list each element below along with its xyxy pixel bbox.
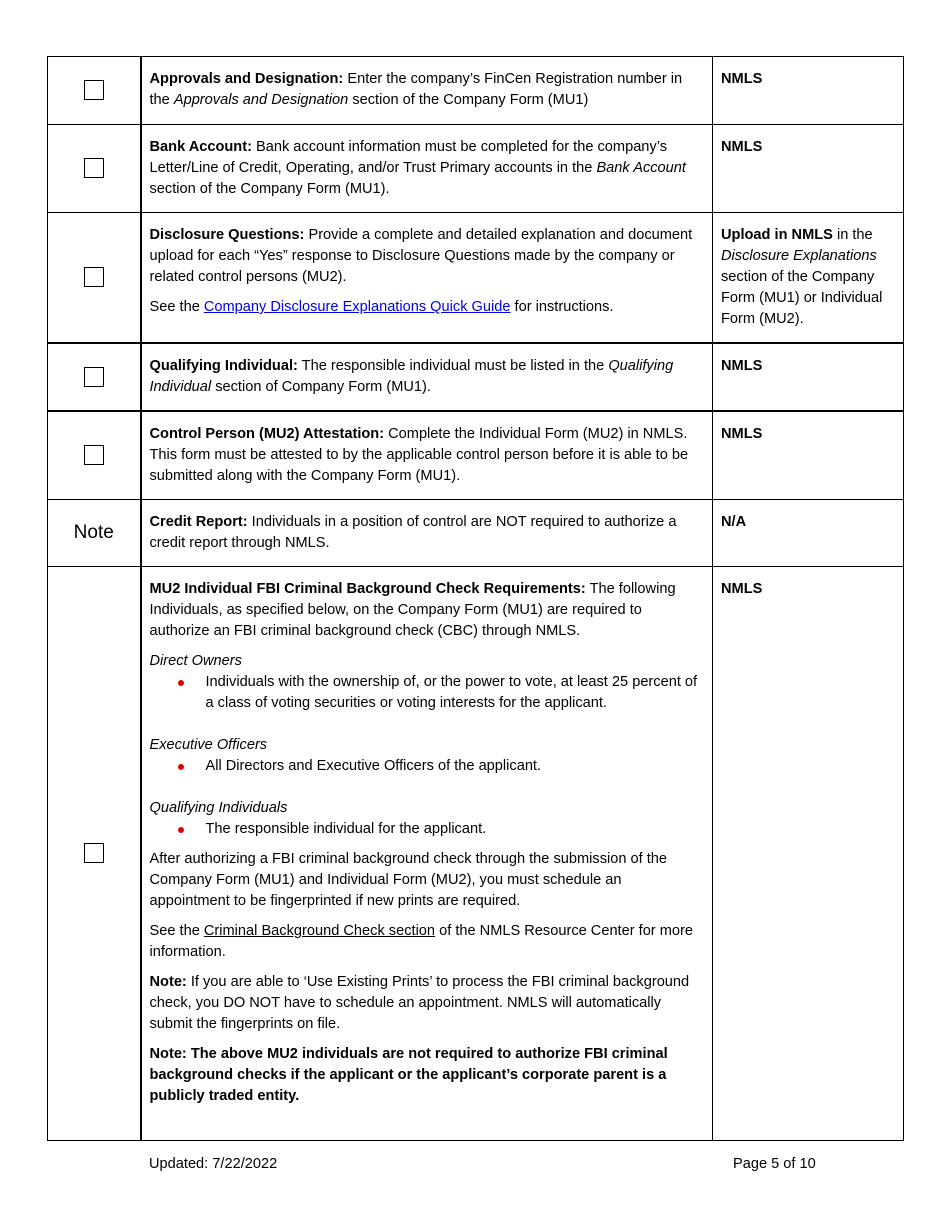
requirements-table	[47, 56, 904, 1141]
direct-owners-group: Direct Owners Individuals with the ownership of, or the power to vote, at least 25 percent of a class of voting securities or voting interests for the applicant.	[150, 651, 705, 714]
table-row	[48, 500, 904, 567]
requirement-cell: Credit Report: Individuals in a position of control are NOT required to authorize a credit report through NMLS.	[141, 500, 713, 567]
criminal-background-check-link[interactable]: Criminal Background Check section	[203, 923, 436, 939]
note-label: Note	[73, 521, 114, 543]
list-item: Individuals with the ownership of, or the power to vote, at least 25 percent of a class of voting securities or voting interests for the applicant.	[206, 672, 705, 714]
disclosure-guide-link[interactable]: Company Disclosure Explanations Quick Guide	[203, 299, 511, 315]
checkbox[interactable]	[84, 843, 104, 863]
updated-date: Updated: 7/22/2022	[149, 1156, 278, 1172]
table-row	[48, 411, 904, 500]
requirement-cell: Disclosure Questions: Provide a complete and detailed explanation and document upload for each “Yes” response to Disclosure Questions made by the company or related control persons (MU2). See the Company Disclosure Explanations Quick Guide for instructions.	[141, 213, 713, 344]
table-row	[48, 567, 904, 1141]
requirement-cell: Control Person (MU2) Attestation: Complete the Individual Form (MU2) in NMLS. This form must be attested to by the applicable control person before it is able to be submitted along with the Company Form (MU1).	[141, 411, 713, 500]
page-number: Page 5 of 10	[733, 1156, 816, 1172]
list-item: The responsible individual for the applicant.	[206, 819, 705, 840]
executive-officers-group: Executive Officers All Directors and Executive Officers of the applicant.	[150, 735, 705, 777]
table-row	[48, 343, 904, 411]
where-cell: NMLS	[713, 567, 904, 1141]
checkbox[interactable]	[84, 80, 104, 100]
checkbox[interactable]	[84, 158, 104, 178]
where-cell: N/A	[713, 500, 904, 567]
requirement-cell: Qualifying Individual: The responsible individual must be listed in the Qualifying Individual section of Company Form (MU1).	[141, 343, 713, 411]
table-row	[48, 125, 904, 213]
checkbox[interactable]	[84, 367, 104, 387]
list-item: All Directors and Executive Officers of the applicant.	[206, 756, 705, 777]
requirement-cell: Bank Account: Bank account information must be completed for the company’s Letter/Line of Credit, Operating, and/or Trust Primary accounts in the Bank Account section of the Company Form (MU1).	[141, 125, 713, 213]
table-row	[48, 57, 904, 125]
requirement-cell: MU2 Individual FBI Criminal Background Check Requirements: The following Individuals, as specified below, on the Company Form (MU1) are required to authorize an FBI criminal background check (CBC) through NMLS. Direct Owners Individuals with the ownership of, or the power to vote, at least 25 percent of a class of voting securities or voting interests for the applicant. Executive Officers All Directors and Executive Officers of the applicant. Qualifying Individuals The responsible individual for the applicant. After authorizing a FBI criminal background check through the submission of the Company Form (MU1) and Individual Form (MU2), you must schedule an appointment to be fingerprinted if new prints are required. See the Criminal Background Check section of the NMLS Resource Center for more information. Note: If you are able to ‘Use Existing Prints’ to process the FBI criminal background check, you DO NOT have to schedule an appointment. NMLS will automatically submit the fingerprints on file. Note: The above MU2 individuals are not required to authorize FBI criminal background checks if the applicant or the applicant’s corporate parent is a publicly traded entity.	[141, 567, 713, 1141]
where-cell: NMLS	[713, 343, 904, 411]
where-cell: Upload in NMLS in the Disclosure Explanations section of the Company Form (MU1) or Individual Form (MU2).	[713, 213, 904, 344]
qualifying-individuals-group: Qualifying Individuals The responsible individual for the applicant.	[150, 798, 705, 840]
requirement-cell: Approvals and Designation: Enter the company’s FinCen Registration number in the Approvals and Designation section of the Company Form (MU1)	[141, 57, 713, 125]
checkbox[interactable]	[84, 267, 104, 287]
where-cell: NMLS	[713, 57, 904, 125]
where-cell: NMLS	[713, 411, 904, 500]
where-cell: NMLS	[713, 125, 904, 213]
table-row	[48, 213, 904, 344]
checkbox[interactable]	[84, 445, 104, 465]
